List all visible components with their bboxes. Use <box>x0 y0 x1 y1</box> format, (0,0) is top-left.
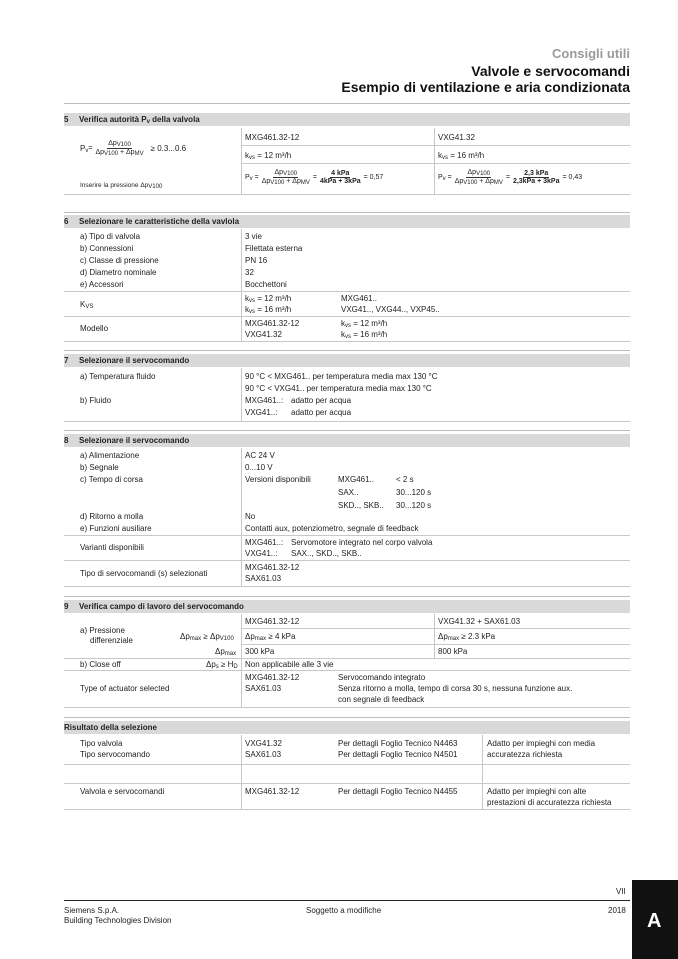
row-doc: Per dettagli Foglio Tecnico N4455 <box>338 787 458 796</box>
row-value: MXG461.32-12 <box>245 673 300 682</box>
col1-head: MXG461.32-12 <box>245 617 300 626</box>
kvs-value: kvs = 12 m³/h <box>245 294 292 304</box>
corsa-time: 30...120 s <box>396 501 432 510</box>
row-value: Servomotore integrato nel corpo valvola <box>291 538 433 547</box>
row-value: adatto per acqua <box>291 396 352 405</box>
col2-kvs: kvs = 16 m³/h <box>438 151 485 161</box>
close-condition: Δps ≥ HD <box>206 660 238 670</box>
col1-dpmax-value: 300 kPa <box>245 647 275 656</box>
section-8-header: 8 Selezionare il servocomando <box>64 434 630 447</box>
footer-division: Building Technologies Division <box>64 916 172 925</box>
row-value: 32 <box>245 268 254 277</box>
dpmax-label: Δpmax <box>215 647 237 657</box>
row-label: b) Close off <box>80 660 121 669</box>
corsa-model: MXG461.. <box>338 475 375 484</box>
divider <box>64 350 630 351</box>
row-value: VXG41..: <box>245 549 278 558</box>
col2-dpmax-value: 800 kPa <box>438 647 468 656</box>
col1-kvs: kvs = 12 m³/h <box>245 151 292 161</box>
row-value: 90 °C < MXG461.. per temperatura media max 130 °C <box>245 372 438 381</box>
row-label: differenziale <box>90 636 133 645</box>
row-label: d) Ritorno a molla <box>80 512 144 521</box>
row-value: Servocomando integrato <box>338 673 426 682</box>
row-value: Senza ritorno a molla, tempo di corsa 30 s, nessuna funzione aux. <box>338 684 573 693</box>
page-number: VII <box>616 887 626 896</box>
modello-kvs: kvs = 12 m³/h <box>341 319 388 329</box>
row-label: Type of actuator selected <box>80 684 170 693</box>
row-value: SAX61.03 <box>245 750 282 759</box>
modello-value: MXG461.32-12 <box>245 319 300 328</box>
row-value: Versioni disponibili <box>245 475 311 484</box>
row-value: AC 24 V <box>245 451 275 460</box>
footer-year: 2018 <box>608 906 626 915</box>
row-note: prestazioni di accuratezza richiesta <box>487 798 612 807</box>
row-label: a) Alimentazione <box>80 451 140 460</box>
col2-head: VXG41.32 + SAX61.03 <box>438 617 521 626</box>
row-label: Valvola e servocomandi <box>80 787 165 796</box>
divider <box>64 717 630 718</box>
row-label: b) Segnale <box>80 463 119 472</box>
row-label: b) Fluido <box>80 396 112 405</box>
result-header: Risultato della selezione <box>64 721 630 734</box>
row-value: SAX61.03 <box>245 574 282 583</box>
modello-kvs: kvs = 16 m³/h <box>341 330 388 340</box>
row-label: e) Funzioni ausiliare <box>80 524 152 533</box>
dpmax-condition: Δpmax ≥ ΔpV100 <box>180 632 234 642</box>
kvs-model: VXG41.., VXG44.., VXP45.. <box>341 305 440 314</box>
row-value: 0...10 V <box>245 463 273 472</box>
row-value: SAX61.03 <box>245 684 282 693</box>
col2-head: VXG41.32 <box>438 133 475 142</box>
row-label: Varianti disponibili <box>80 543 144 552</box>
row-value: VXG41.32 <box>245 739 282 748</box>
row-value: MXG461..: <box>245 396 284 405</box>
row-value: MXG461.32-12 <box>245 787 300 796</box>
row-note: accuratezza richiesta <box>487 750 563 759</box>
col1-calc: Pv = ΔpV100 ΔpV100 + ΔpMV = 4 kPa 4kPa + 3kPa = 0,57 <box>245 169 384 186</box>
kvs-value: kvs = 16 m³/h <box>245 305 292 315</box>
section-6-header: 6 Selezionare le caratteristiche della vavlola <box>64 215 630 228</box>
footer-note: Soggetto a modifiche <box>306 906 382 915</box>
row-value: con segnale di feedback <box>338 695 425 704</box>
row-label: c) Tempo di corsa <box>80 475 143 484</box>
row-value: Bocchettoni <box>245 280 287 289</box>
row-value: adatto per acqua <box>291 408 352 417</box>
modello-value: VXG41.32 <box>245 330 282 339</box>
category-title: Consigli utili <box>552 46 630 61</box>
row-value: VXG41..: <box>245 408 278 417</box>
row-label: Tipo di servocomandi (s) selezionati <box>80 569 208 578</box>
page-title: Valvole e servocomandi <box>471 63 630 79</box>
row-label: a) Pressione <box>80 626 125 635</box>
row-label: c) Classe di pressione <box>80 256 159 265</box>
section-5-header: 5 Verifica autorità Pv della valvola <box>64 113 630 126</box>
row-value: No <box>245 512 256 521</box>
page-subtitle: Esempio di ventilazione e aria condizionata <box>341 79 630 95</box>
row-label: e) Accessori <box>80 280 124 289</box>
section-tab: A <box>632 880 678 959</box>
kvs-model: MXG461.. <box>341 294 378 303</box>
row-label: a) Temperatura fluido <box>80 372 156 381</box>
row-value: Non applicabile alle 3 vie <box>245 660 334 669</box>
kvs-label: KVS <box>80 300 94 310</box>
section-7-header: 7 Selezionare il servocomando <box>64 354 630 367</box>
row-doc: Per dettagli Foglio Tecnico N4501 <box>338 750 458 759</box>
row-doc: Per dettagli Foglio Tecnico N4463 <box>338 739 458 748</box>
footer-divider <box>64 900 630 901</box>
divider <box>64 212 630 213</box>
footer-company: Siemens S.p.A. <box>64 906 120 915</box>
col2-calc: Pv = ΔpV100 ΔpV100 + ΔpMV = 2,3 kPa 2,3kPa + 3kPa = 0,43 <box>438 169 583 186</box>
corsa-time: < 2 s <box>396 475 414 484</box>
row-value: MXG461.32-12 <box>245 563 300 572</box>
row-note: Adatto per impieghi con media <box>487 739 596 748</box>
row-label: d) Diametro nominale <box>80 268 157 277</box>
row-value: MXG461..: <box>245 538 284 547</box>
row-label: a) Tipo di valvola <box>80 232 141 241</box>
row-note: Adatto per impieghi con alte <box>487 787 587 796</box>
row-label: Tipo valvola <box>80 739 123 748</box>
row-value: Contatti aux, potenziometro, segnale di feedback <box>245 524 419 533</box>
corsa-model: SKD.., SKB.. <box>338 501 384 510</box>
row-value: SAX.., SKD.., SKB.. <box>291 549 362 558</box>
row-label: Tipo servocomando <box>80 750 150 759</box>
divider <box>64 103 630 104</box>
corsa-model: SAX.. <box>338 488 359 497</box>
row-value: 3 vie <box>245 232 262 241</box>
section-9-header: 9 Verifica campo di lavoro del servocomando <box>64 600 630 613</box>
modello-label: Modello <box>80 324 109 333</box>
row-value: 90 °C < VXG41.. per temperatura media max 130 °C <box>245 384 432 393</box>
pressure-note: Inserire la pressione ΔpV100 <box>80 182 163 190</box>
divider <box>64 596 630 597</box>
divider <box>64 430 630 431</box>
authority-formula: Pv = ΔpV100 ΔpV100 + ΔpMV ≥ 0.3...0.6 <box>80 140 187 157</box>
row-value: Filettata esterna <box>245 244 303 253</box>
row-label: b) Connessioni <box>80 244 134 253</box>
col2-dpmax: Δpmax ≥ 2.3 kPa <box>438 632 496 642</box>
col1-head: MXG461.32-12 <box>245 133 300 142</box>
corsa-time: 30...120 s <box>396 488 432 497</box>
col1-dpmax: Δpmax ≥ 4 kPa <box>245 632 296 642</box>
row-value: PN 16 <box>245 256 268 265</box>
